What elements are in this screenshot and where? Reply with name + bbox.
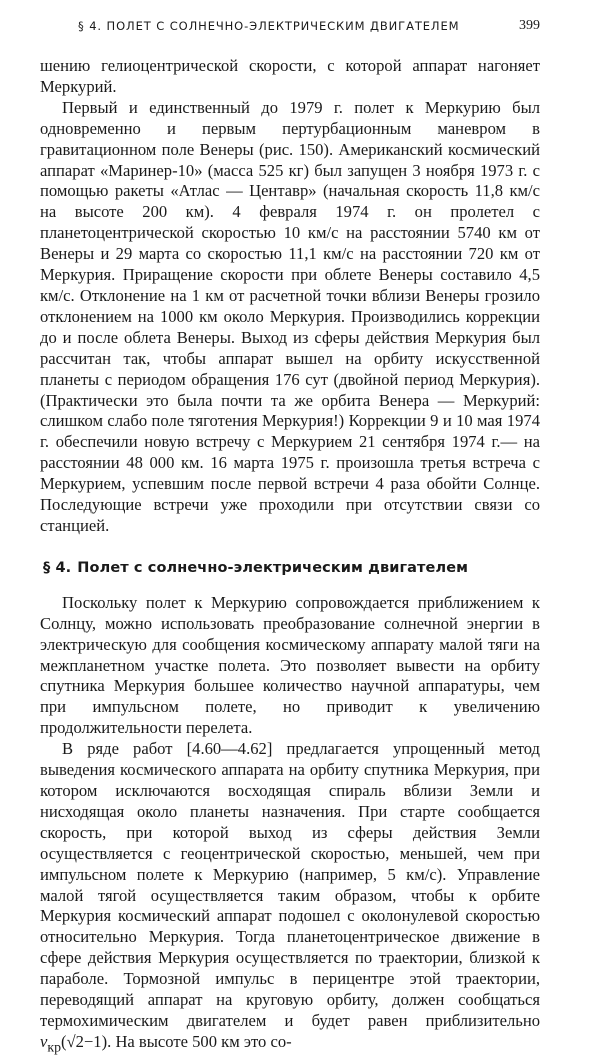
paragraph-method bbox=[40, 739, 540, 1058]
paragraph-method-text: В ряде работ [4.60—4.62] предлагается упрощенный метод выведения космического аппарата на орбиту спутника Меркурия, при котором исключаются восходящая спираль вблизи Земли и нисходящая около планеты назначения. При старте сообщается скорость, при которой выход из сферы действия Земли осуществляется с геоцентрической скоростью, меньшей, чем при импульсном полете к Меркурию (например, 5 км/с). Управление малой тягой осуществляется таким образом, чтобы к орбите Меркурия космический аппарат подошел с околонулевой скоростью относительно Меркурия. Тогда планетоцентрическое движение в сфере действия Меркурия осуществляется по траектории, близкой к параболе. Тормозной импульс в перицентре этой траектории, переводящий аппарат на круговую орбиту, должен сообщаться термохимическим двигателем и будет равен приблизительно bbox=[40, 739, 540, 1030]
body-text bbox=[40, 56, 540, 1058]
paragraph-mariner-10: Первый и единственный до 1979 г. полет к Меркурию был одновременно и первым пертурбационным маневром в гравитационном поле Венеры (рис. 150). Американский космический аппарат «Маринер-10» (масса 525 кг) был запущен 3 ноября 1973 г. с помощью ракеты «Атлас — Центавр» (начальная скорость 11,8 км/с на высоте 200 км). 4 февраля 1974 г. он пролетел с планетоцентрической скоростью 10 км/с на расстоянии 5740 км от Венеры и 29 марта со скоростью 11,1 км/с на расстоянии 720 км от Меркурия. Приращение скорости при облете Венеры составило 4,5 км/с. Отклонение на 1 км от расчетной точки вблизи Венеры грозило отклонением на 1000 км около Меркурия. Производились коррекции до и после облета Венеры. Выход из сферы действия Меркурия был рассчитан так, чтобы аппарат вышел на орбиту искусственной планеты с периодом обращения 176 сут (двойной период Меркурия). (Практически это была почти та же орбита Венера — Меркурий: слишком слабо поле тяготения Меркурия!) Коррекции 9 и 10 мая 1974 г. обеспечили новую встречу с Меркурием 21 сентября 1974 г.— на расстоянии 48 000 км. 16 марта 1975 г. произошла третья встреча с Меркурием, успевшим после первой встречи 4 раза обойти Солнце. Последующие встречи уже проходили при отсутствии связи со станцией. bbox=[40, 97, 540, 535]
running-head-title: § 4. ПОЛЕТ С СОЛНЕЧНО-ЭЛЕКТРИЧЕСКИМ ДВИГАТЕЛЕМ bbox=[78, 19, 460, 33]
page-number: 399 bbox=[519, 18, 540, 33]
paragraph-continuation: шению гелиоцентрической скорости, с которой аппарат нагоняет Меркурий. bbox=[40, 56, 540, 96]
running-head bbox=[40, 19, 540, 39]
formula-circular-velocity bbox=[40, 1031, 112, 1055]
paragraph-solar-electric: Поскольку полет к Меркурию сопровождается приближением к Солнцу, можно использовать преобразование солнечной энергии в электрическую для сообщения космическому аппарату малой тяги на межпланетном участке полета. Это позволяет вывести на орбиту спутника Меркурия большее количество научной аппаратуры, чем при импульсном полете, но приводит к увеличению продолжительности перелета. bbox=[40, 592, 540, 738]
formula-subscript: кр bbox=[47, 1039, 62, 1055]
formula-symbol: v bbox=[40, 1031, 48, 1051]
section-heading bbox=[40, 558, 540, 578]
section-title: Полет с солнечно-электрическим двигателем bbox=[77, 559, 469, 576]
section-number: § 4. bbox=[43, 559, 72, 576]
formula-radical: (√2−1). bbox=[61, 1031, 112, 1051]
formula-tail-text: На высоте 500 км это со- bbox=[115, 1031, 292, 1051]
